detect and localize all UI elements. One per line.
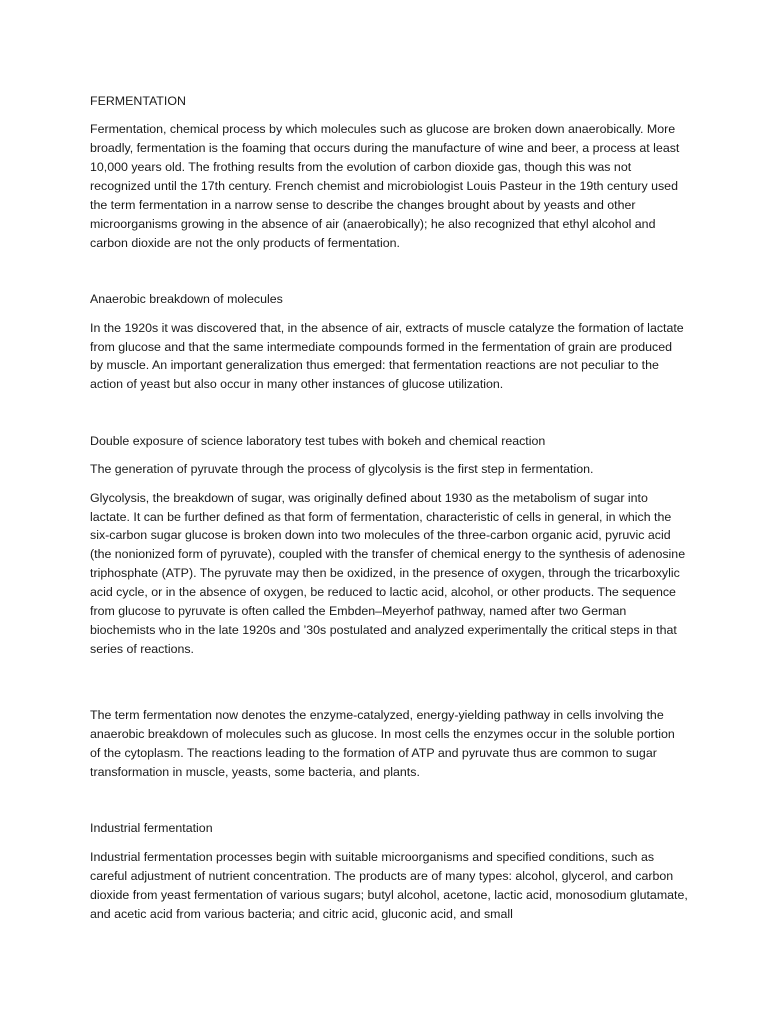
spacer xyxy=(90,262,688,290)
section-heading-industrial: Industrial fermentation xyxy=(90,821,213,836)
term-fermentation-paragraph: The term fermentation now denotes the enzyme-catalyzed, energy-yielding pathway in cells involving the anaerobic breakdown of molecules such as glucose. In most cells the enzymes occur in the soluble portion of the cytoplasm. The reactions leading to the formation of ATP and pyruvate thus are common to sugar transformation in muscle, yeasts, some bacteria, and plants. xyxy=(90,708,675,779)
anaerobic-paragraph: In the 1920s it was discovered that, in the absence of air, extracts of muscle catalyze the formation of lactate from glucose and that the same intermediate compounds formed in the fermentation of grain are produced by muscle. An important generalization thus emerged: that fermentation reactions are not peculiar to the action of yeast but also occur in many other instances of glucose utilization. xyxy=(90,320,684,392)
intro-paragraph: Fermentation, chemical process by which molecules such as glucose are broken down anaerobically. More broadly, fermentation is the foaming that occurs during the manufacture of wine and beer, a process at least 10,000 years old. The frothing results from the evolution of carbon dioxide gas, though this was not recognized until the 17th century. French chemist and microbiologist Louis Pasteur in the 19th century used the term fermentation in a narrow sense to describe the changes brought about by yeasts and other microorganisms growing in the absence of air (anaerobically); he also recognized that ethyl alcohol and carbon dioxide are not the only products of fermentation. xyxy=(90,122,680,250)
image-caption: Double exposure of science laboratory test tubes with bokeh and chemical reaction xyxy=(90,433,546,448)
spacer xyxy=(90,791,688,819)
spacer xyxy=(90,404,688,432)
section-heading-anaerobic: Anaerobic breakdown of molecules xyxy=(90,292,283,307)
document-body xyxy=(90,92,688,933)
spacer xyxy=(90,668,688,706)
document-title: FERMENTATION xyxy=(90,94,186,108)
industrial-paragraph: Industrial fermentation processes begin with suitable microorganisms and specified conditions, such as careful adjustment of nutrient concentration. The products are of many types: alcohol, glycerol, and carbon dioxide from yeast fermentation of various sugars; butyl alcohol, acetone, lactic acid, monosodium glutamate, and acetic acid from various bacteria; and citric acid, gluconic acid, and small xyxy=(90,849,688,921)
pyruvate-paragraph: The generation of pyruvate through the process of glycolysis is the first step in fermentation. xyxy=(90,462,594,477)
glycolysis-paragraph: Glycolysis, the breakdown of sugar, was originally defined about 1930 as the metabolism of sugar into lactate. It can be further defined as that form of fermentation, characteristic of cells in general, in which the six-carbon sugar glucose is broken down into two molecules of the three-carbon organic acid, pyruvic acid (the nonionized form of pyruvate), coupled with the transfer of chemical energy to the synthesis of adenosine triphosphate (ATP). The pyruvate may then be oxidized, in the presence of oxygen, through the tricarboxylic acid cycle, or in the absence of oxygen, be reduced to lactic acid, alcohol, or other products. The sequence from glucose to pyruvate is often called the Embden–Meyerhof pathway, named after two German biochemists who in the late 1920s and ’30s postulated and analyzed experimentally the critical steps in that series of reactions. xyxy=(90,490,686,656)
